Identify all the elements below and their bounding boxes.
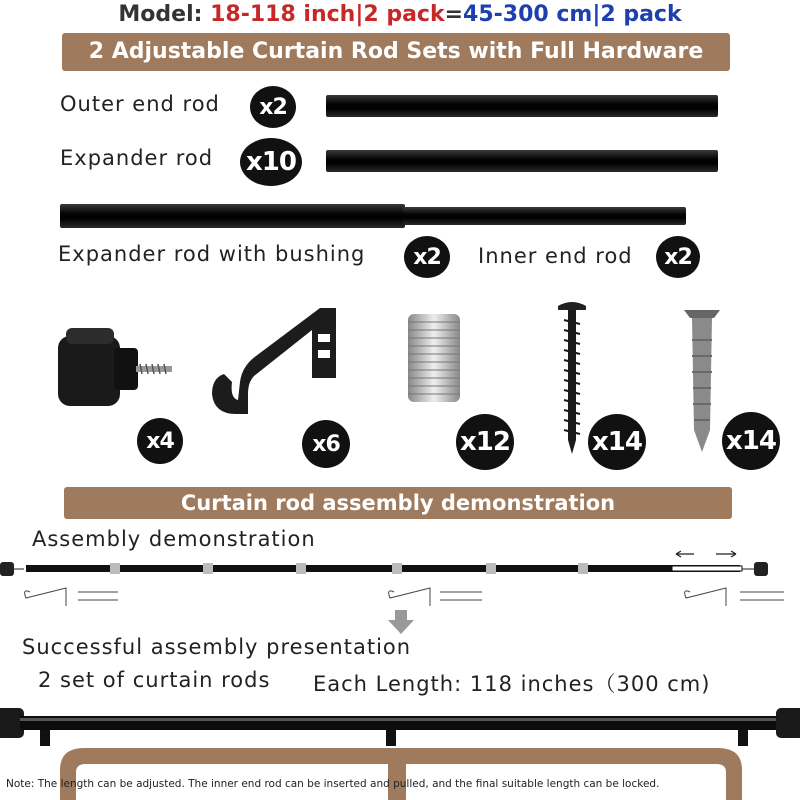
assembly-demo-label: Assembly demonstration	[32, 527, 316, 551]
inner-end-rod	[403, 207, 686, 225]
spring-icon	[404, 312, 464, 404]
length-label: Each Length: 118 inches（300 cm)	[313, 672, 711, 696]
outer-end-rod-label: Outer end rod	[60, 92, 220, 116]
outer-end-rod	[326, 95, 718, 117]
exploded-rod-diagram	[0, 548, 800, 618]
anchor-qty: x14	[722, 412, 780, 470]
banner-full-hardware-text: 2 Adjustable Curtain Rod Sets with Full Hardware	[88, 39, 704, 64]
model-inch: 18-118 inch|2 pack	[210, 2, 445, 27]
finial-icon	[52, 318, 182, 413]
model-eq: =	[444, 2, 464, 27]
bracket-icon	[208, 302, 348, 422]
success-label: Successful assembly presentation	[22, 635, 412, 659]
model-line	[0, 2, 800, 27]
expander-rod	[326, 150, 718, 172]
model-label: Model:	[118, 2, 203, 27]
expander-rod-qty: x10	[240, 138, 302, 186]
inner-end-rod-label: Inner end rod	[478, 244, 633, 268]
banner-full-hardware	[62, 33, 730, 71]
expander-rod-with-bushing	[60, 204, 405, 228]
sets-label: 2 set of curtain rods	[38, 668, 271, 692]
spring-qty: x12	[456, 414, 514, 470]
outer-end-rod-qty: x2	[250, 86, 296, 128]
finial-qty: x4	[137, 418, 183, 464]
footer-note: Note: The length can be adjusted. The inner end rod can be inserted and pulled, and the final suitable length can be locked.	[6, 778, 660, 790]
expander-rod-label: Expander rod	[60, 146, 214, 170]
inner-end-rod-qty: x2	[656, 236, 700, 278]
down-arrow-icon	[386, 610, 416, 636]
expander-bushing-label: Expander rod with bushing	[58, 242, 366, 266]
banner-assembly-text: Curtain rod assembly demonstration	[180, 491, 616, 515]
anchor-icon	[680, 300, 724, 460]
screw-icon	[552, 298, 592, 458]
bracket-qty: x6	[302, 420, 350, 468]
banner-assembly	[64, 487, 732, 519]
model-cm: 45-300 cm|2 pack	[463, 2, 682, 27]
screw-qty: x14	[588, 414, 646, 470]
expander-bushing-qty: x2	[404, 236, 450, 278]
